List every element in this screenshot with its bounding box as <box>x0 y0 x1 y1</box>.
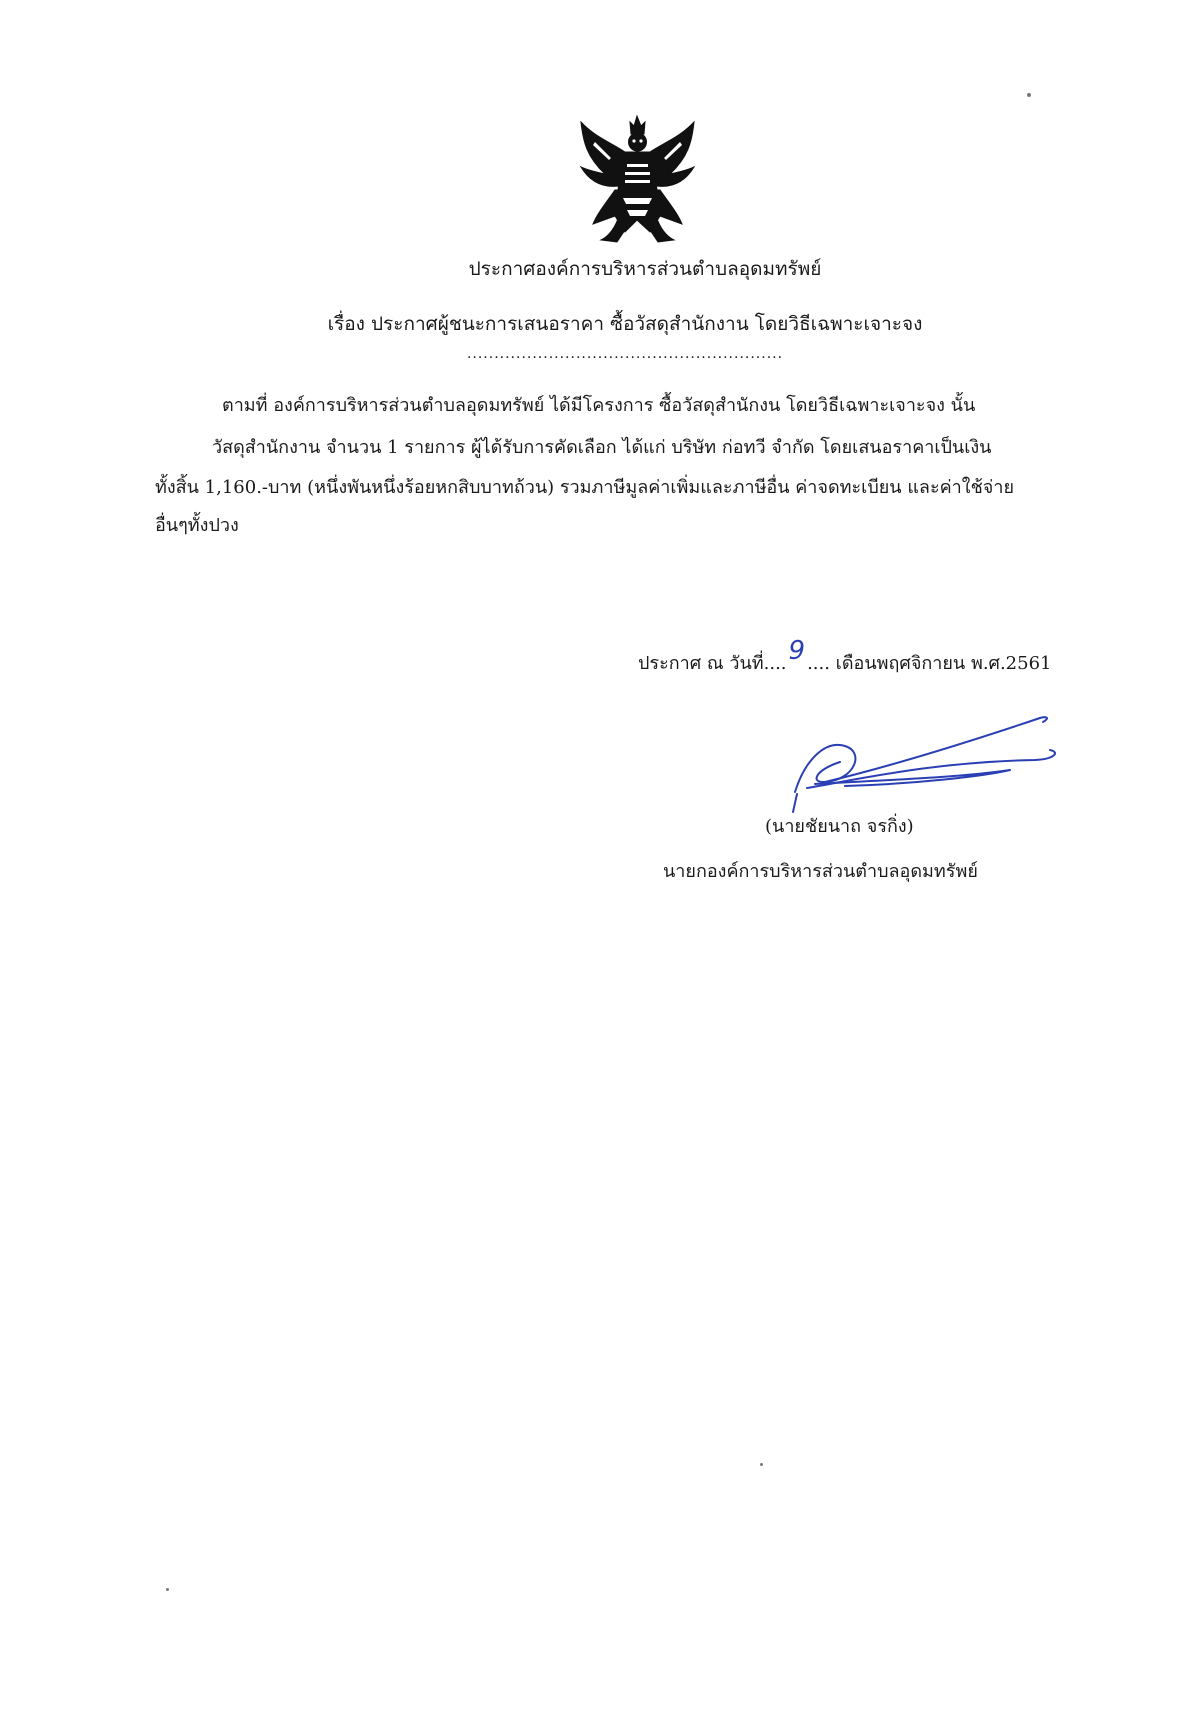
date-dots-after: .... <box>807 653 830 674</box>
scan-speck <box>166 1588 169 1591</box>
signer-title: นายกองค์การบริหารส่วนตำบลอุดมทรัพย์ <box>663 861 978 882</box>
body-line-4: อื่นๆทั้งปวง <box>155 515 239 536</box>
date-day-handwritten: 9 <box>788 636 806 666</box>
scan-speck <box>1027 93 1031 97</box>
announcement-date <box>638 636 1052 677</box>
signature-icon <box>785 700 1075 820</box>
signer-name: (นายชัยนาถ จรกิ่ง) <box>765 816 914 837</box>
date-prefix: ประกาศ ณ วันที่ <box>638 653 764 674</box>
garuda-emblem-icon <box>575 112 700 247</box>
body-line-1: ตามที่ องค์การบริหารส่วนตำบลอุดมทรัพย์ ได้มีโครงการ ซื้อวัสดุสำนักงน โดยวิธีเฉพาะเจาะจง นั้น <box>222 395 976 416</box>
announcement-subject: เรื่อง ประกาศผู้ชนะการเสนอราคา ซื้อวัสดุสำนักงาน โดยวิธีเฉพาะเจาะจง <box>327 313 923 335</box>
date-suffix: เดือนพฤศจิกายน พ.ศ.2561 <box>829 653 1052 674</box>
body-line-2: วัสดุสำนักงาน จำนวน 1 รายการ ผู้ได้รับการคัดเลือก ได้แก่ บริษัท ก่อทวี จำกัด โดยเสนอราคาเป็นเงิน <box>212 437 992 458</box>
body-line-3: ทั้งสิ้น 1,160.-บาท (หนึ่งพันหนึ่งร้อยหกสิบบาทถ้วน) รวมภาษีมูลค่าเพิ่มและภาษีอื่น ค่าจดทะเบียน และค่าใช้จ่าย <box>155 477 1014 498</box>
date-dots-before: .... <box>763 653 787 674</box>
announcement-heading: ประกาศองค์การบริหารส่วนตำบลอุดมทรัพย์ <box>468 258 822 280</box>
scan-speck <box>760 1463 763 1466</box>
divider-dots: .......................................................... <box>466 346 784 362</box>
